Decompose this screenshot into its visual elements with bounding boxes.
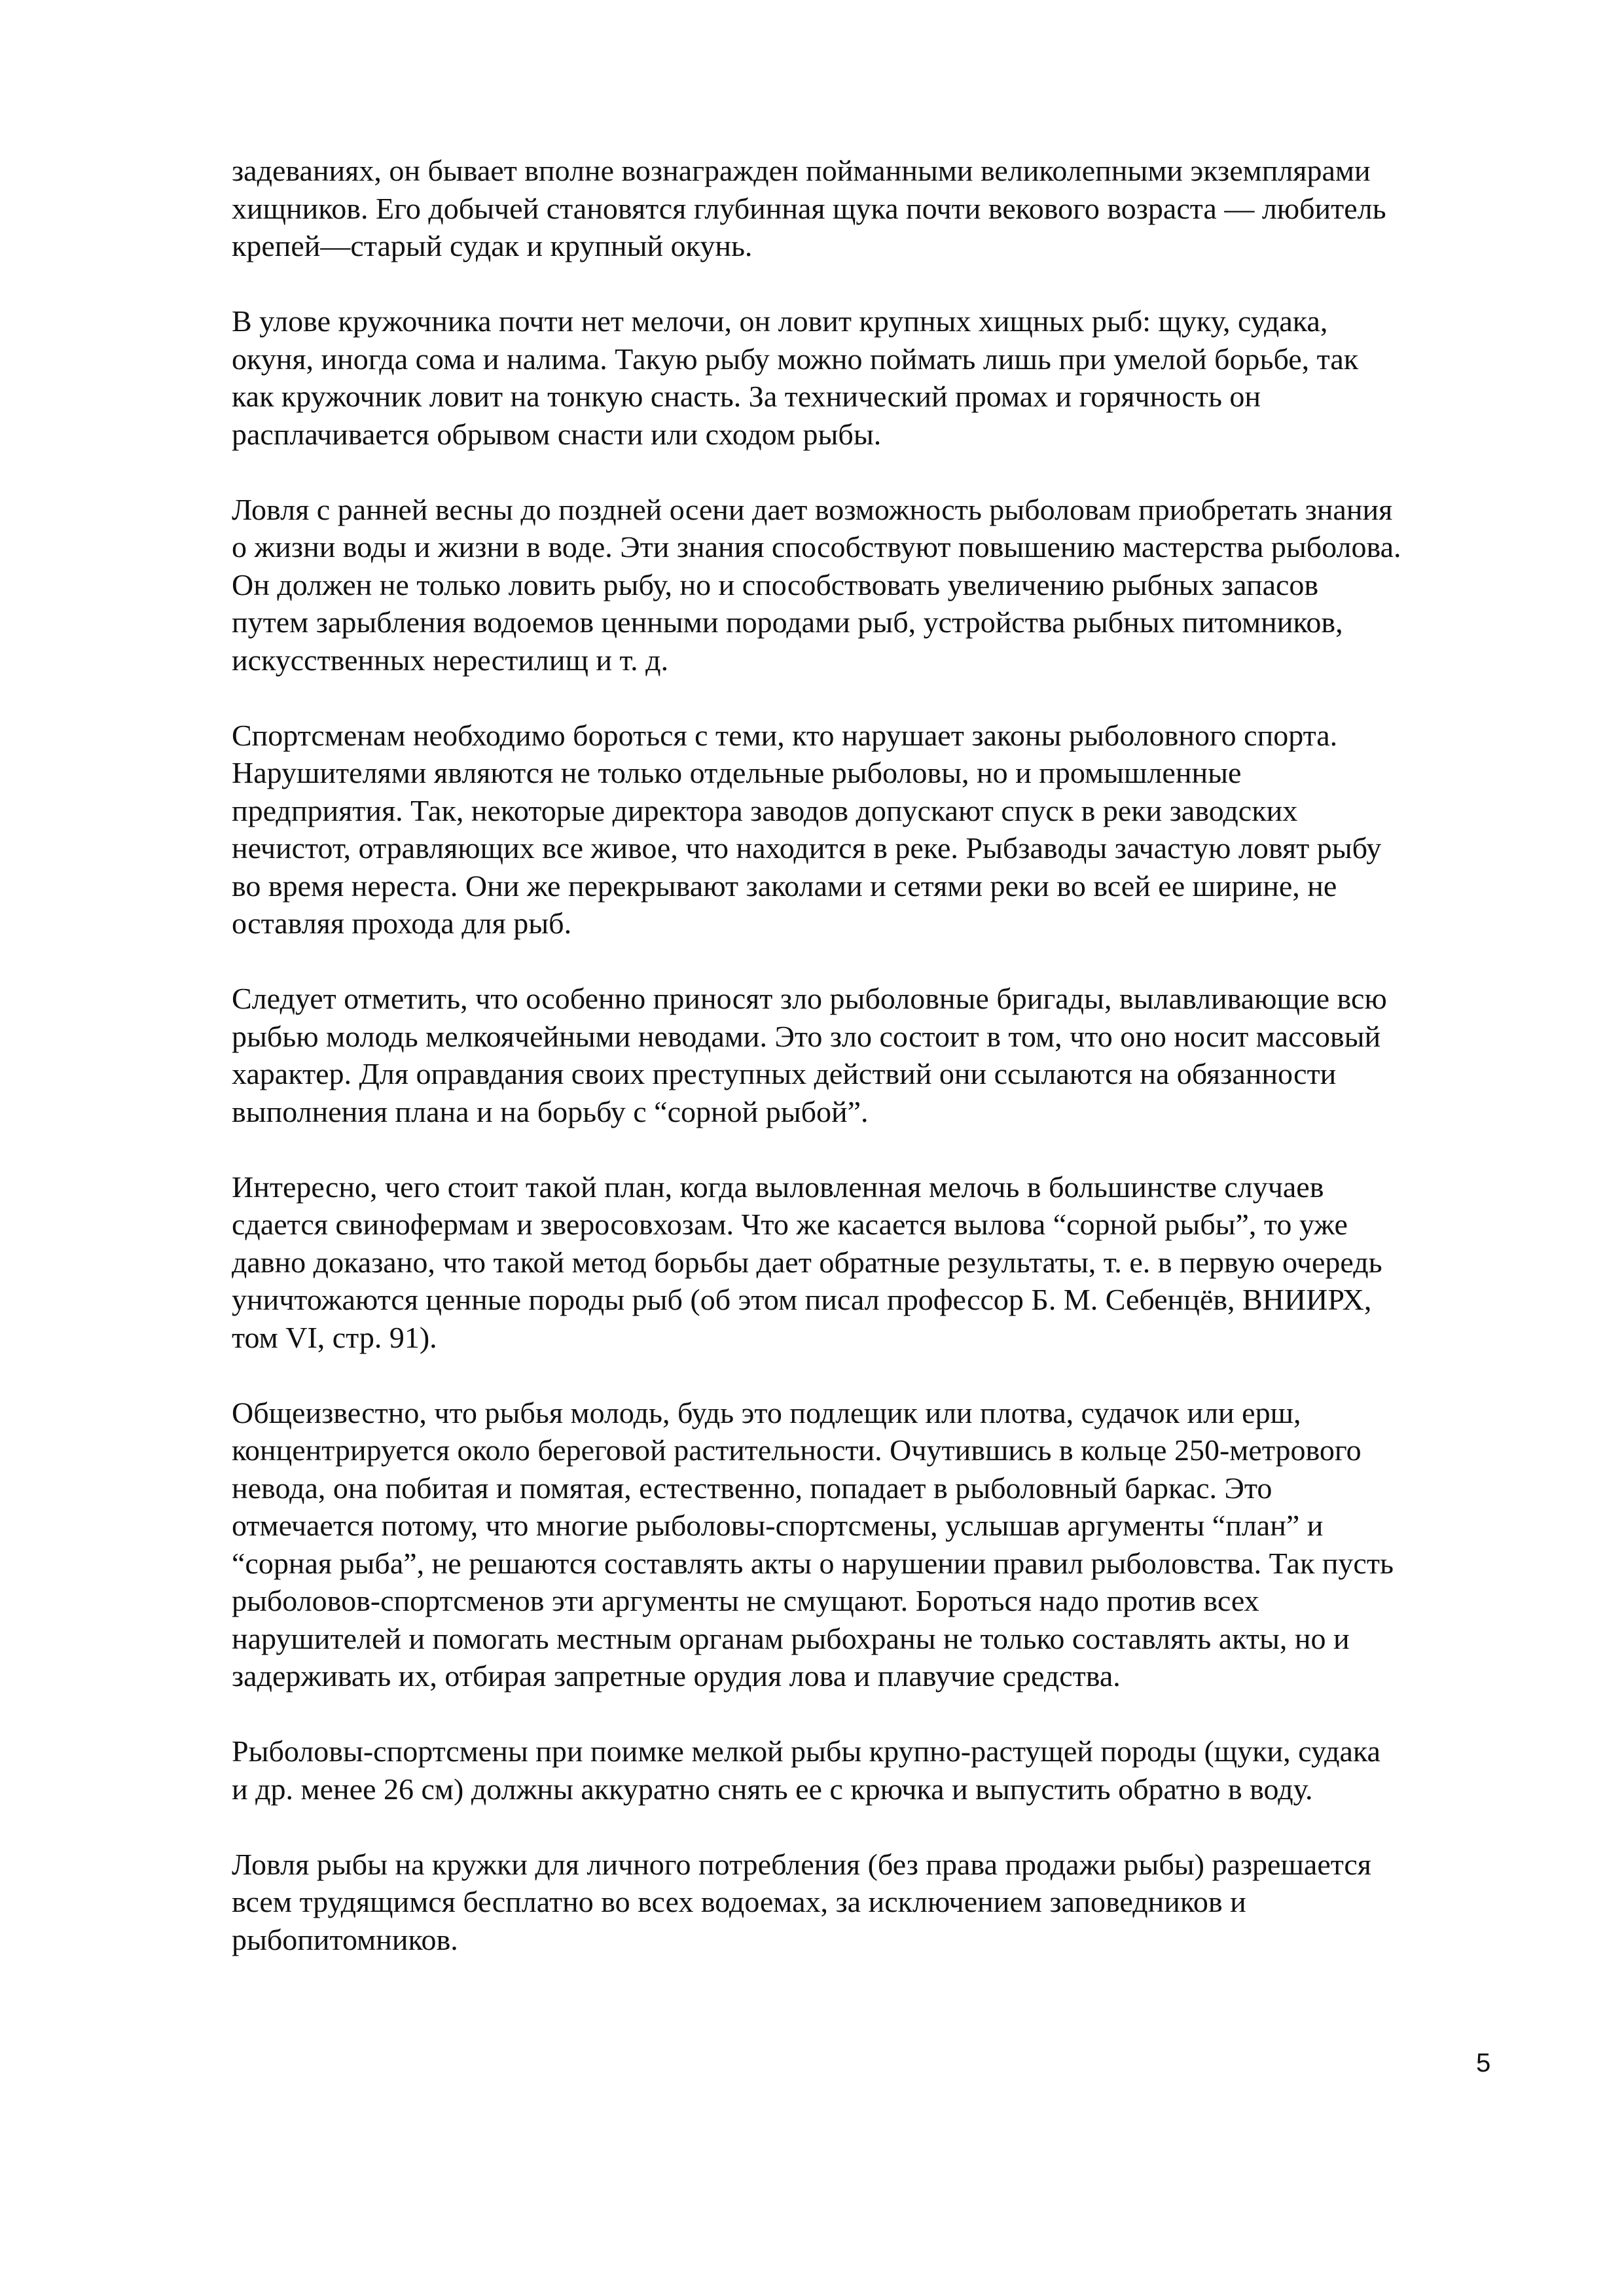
paragraph-6: Интересно, чего стоит такой план, когда выловленная мелочь в большинстве случаев сдается свинофермам и зверосовхозам. Что же касается вылова “сорной рыбы”, то уже давно доказано, что такой метод борьбы дает обратные результаты, т. е. в первую очередь уничтожаются ценные породы рыб (об этом писал профессор Б. М. Себенцёв, ВНИИРХ, том VI, стр. 91). xyxy=(232,1170,1382,1354)
paragraph-2: В улове кружочника почти нет мелочи, он ловит крупных хищных рыб: щуку, судака, окуня, иногда сома и налима. Такую рыбу можно поймать лишь при умелой борьбе, так как кружочник ловит на тонкую снасть. За технический промах и горячность он расплачивается обрывом снасти или сходом рыбы. xyxy=(232,304,1359,451)
paragraph-7: Общеизвестно, что рыбья молодь, будь это подлещик или плотва, судачок или ерш, концентрируется около береговой растительности. Очутившись в кольце 250-метрового невода, она побитая и помятая, естественно, попадает в рыболовный баркас. Это отмечается потому, что многие рыболовы-спортсмены, услышав аргументы “план” и “сорная рыба”, не решаются составлять акты о нарушении правил рыболовства. Так пусть рыболовов-спортсменов эти аргументы не смущают. Бороться надо против всех нарушителей и помогать местным органам рыбохраны не только составлять акты, но и задерживать их, отбирая запретные орудия лова и плавучие средства. xyxy=(232,1395,1394,1693)
paragraph-1: задеваниях, он бывает вполне вознагражден пойманными великолепными экземплярами хищников. Его добычей становятся глубинная щука почти векового возраста — любитель крепей—старый судак и крупный окунь. xyxy=(232,154,1386,262)
paragraph-4: Спортсменам необходимо бороться с теми, кто нарушает законы рыболовного спорта. Нарушителями являются не только отдельные рыболовы, но и промышленные предприятия. Так, некоторые директора заводов допускают спуск в реки заводских нечистот, отравляющих все живое, что находится в реке. Рыбзаводы зачастую ловят рыбу во время нереста. Они же перекрывают заколами и сетями реки во всей ее ширине, не оставляя прохода для рыб. xyxy=(232,718,1382,940)
page-number: 5 xyxy=(1476,2049,1491,2077)
paragraph-5: Следует отметить, что особенно приносят зло рыболовные бригады, вылавливающие всю рыбью молодь мелкоячейными неводами. Это зло состоит в том, что оно носит массовый характер. Для оправдания своих преступных действий они ссылаются на обязанности выполнения плана и на борьбу с “сорной рыбой”. xyxy=(232,982,1387,1128)
paragraph-3: Ловля с ранней весны до поздней осени дает возможность рыболовам приобретать знания о жизни воды и жизни в воде. Эти знания способствуют повышению мастерства рыболова. Он должен не только ловить рыбу, но и способствовать увеличению рыбных запасов путем зарыбления водоемов ценными породами рыб, устройства рыбных питомников, искусственных нерестилищ и т. д. xyxy=(232,492,1401,677)
paragraph-9: Ловля рыбы на кружки для личного потребления (без права продажи рыбы) разрешается всем трудящимся бесплатно во всех водоемах, за исключением заповедников и рыбопитомников. xyxy=(232,1847,1371,1956)
paragraph-8: Рыболовы-спортсмены при поимке мелкой рыбы крупно-растущей породы (щуки, судака и др. менее 26 см) должны аккуратно снять ее с крючка и выпустить обратно в воду. xyxy=(232,1734,1380,1806)
document-body xyxy=(232,152,1515,1996)
